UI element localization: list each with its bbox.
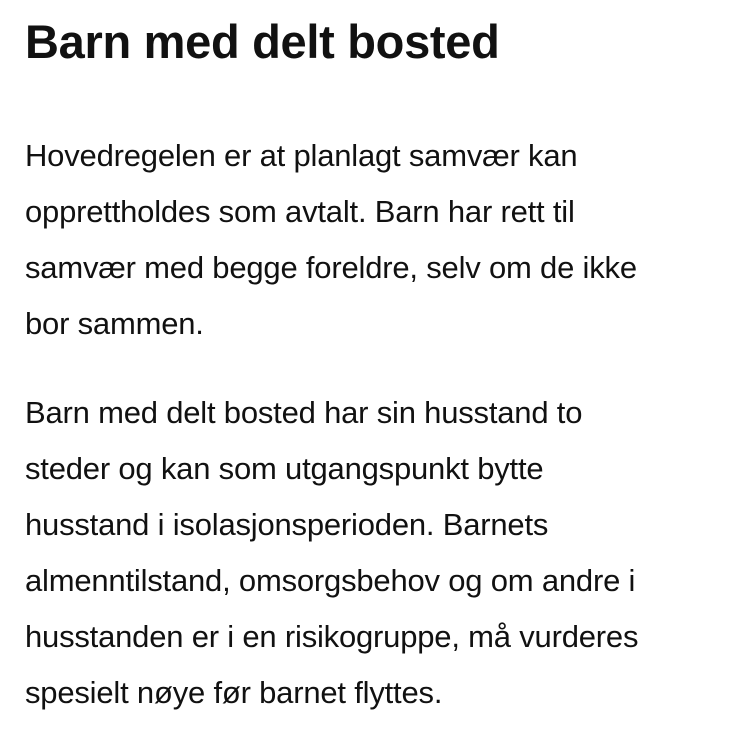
paragraph-line: spesielt nøye før barnet flyttes. bbox=[25, 675, 443, 710]
paragraph-line: Barn med delt bosted har sin husstand to bbox=[25, 395, 583, 430]
paragraph-line: husstanden er i en risikogruppe, må vurderes bbox=[25, 619, 639, 654]
paragraph-line: steder og kan som utgangspunkt bytte bbox=[25, 451, 544, 486]
paragraph-line: almenntilstand, omsorgsbehov og om andre i bbox=[25, 563, 636, 598]
article bbox=[25, 0, 715, 721]
paragraph-line: bor sammen. bbox=[25, 306, 204, 341]
paragraph-line: opprettholdes som avtalt. Barn har rett til bbox=[25, 194, 575, 229]
article-title: Barn med delt bosted bbox=[25, 15, 500, 68]
article-paragraph-2 bbox=[25, 385, 715, 721]
paragraph-line: Hovedregelen er at planlagt samvær kan bbox=[25, 138, 578, 173]
article-paragraph-1 bbox=[25, 128, 715, 352]
paragraph-line: husstand i isolasjonsperioden. Barnets bbox=[25, 507, 549, 542]
paragraph-line: samvær med begge foreldre, selv om de ikke bbox=[25, 250, 637, 285]
